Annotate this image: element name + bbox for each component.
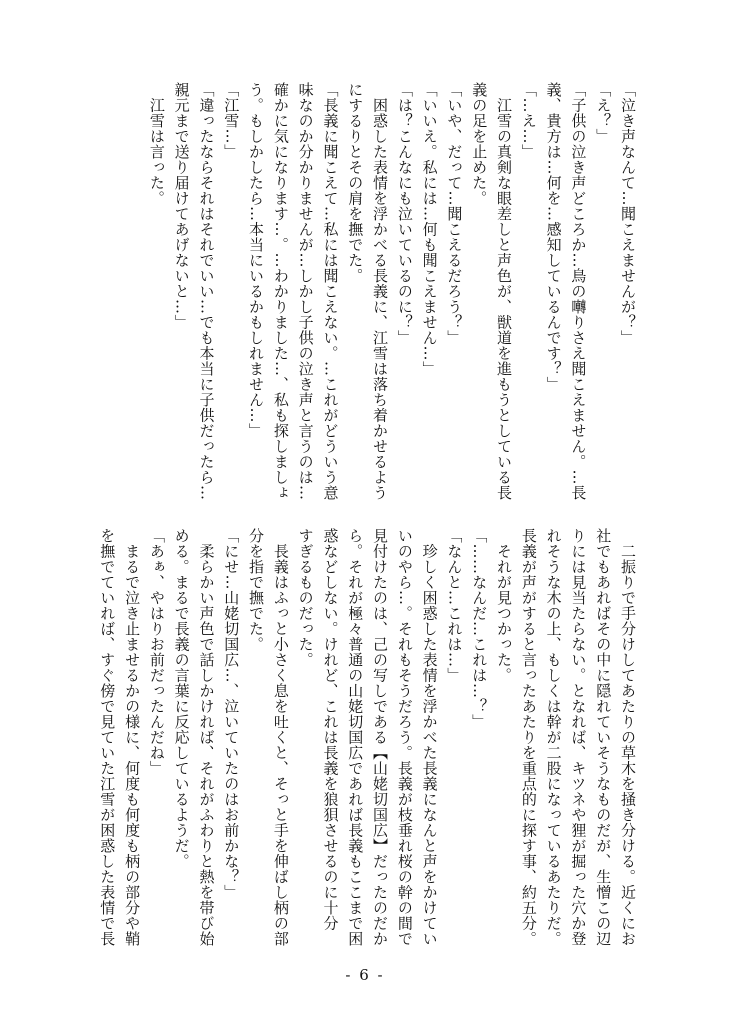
text-line: 柔らかい声色で話しかければ、それがふわりと熱を帯び始: [197, 528, 216, 947]
text-line: 「……なんだ…これは…？」: [470, 528, 489, 730]
text-line: 「子供の泣き声どころか…鳥の囀りさえ聞こえません。…長: [569, 82, 588, 501]
text-line: それが見つかった。: [495, 528, 514, 683]
text-line: 「…え…」: [519, 82, 538, 160]
text-line: 「え？」: [594, 82, 613, 144]
text-line: 義の足を止めた。: [470, 82, 489, 206]
text-line: 社でもあればその中に隠れていそうなものだが、生憎この辺: [594, 528, 613, 947]
text-line: 二振りで手分けしてあたりの草木を掻き分ける。近くにお: [619, 528, 637, 947]
text-line: 長義はふっと小さく息を吐くと、そっと手を伸ばし柄の部: [271, 528, 290, 947]
text-line: ら。それが極々普通の山姥切国広であれば長義もここまで困: [346, 528, 365, 947]
text-line: 義、貴方は…何を…感知しているんです？」: [544, 82, 563, 392]
text-line: 「は？こんなにも泣いているのに？」: [395, 82, 414, 346]
text-line: にするりとその肩を撫でた。: [346, 82, 365, 284]
text-line: 確かに気になります…。…わかりました…、私も探しましょ: [271, 82, 290, 501]
text-line: 「長義に聞こえて…私には聞こえない。…これがどういう意: [321, 82, 340, 501]
text-line: 長義が声がすると言ったあたりを重点的に探す事、約五分。: [519, 528, 538, 947]
text-line: める。まるで長義の言葉に反応しているようだ。: [172, 528, 191, 869]
text-line: 「あぁ、やはりお前だったんだね」: [147, 528, 166, 776]
text-line: 珍しく困惑した表情を浮かべた長義になんと声をかけてい: [420, 528, 439, 947]
text-line: 「いや、だって…聞こえるだろう？」: [445, 82, 464, 346]
text-line: 分を指で撫でた。: [247, 528, 266, 652]
text-line: 「いいえ。私には…何も聞こえません…」: [420, 82, 439, 377]
text-line: まるで泣き止ませるかの様に、何度も何度も柄の部分や鞘: [123, 528, 142, 947]
text-line: 「泣き声なんて…聞こえませんが？」: [619, 82, 637, 346]
page-number: - 6 -: [345, 966, 385, 984]
text-line: れそうな木の上、もしくは幹が二股になっているあたりだ。: [544, 528, 563, 947]
text-line: を撫でていれば、すぐ傍で見ていた江雪が困惑した表情で長: [98, 528, 117, 947]
text-line: りには見当たらない。となれば、キツネや狸が掘った穴か登: [569, 528, 588, 947]
text-line: う。もしかしたら…本当にいるかもしれません…」: [247, 82, 266, 439]
text-line: いのやら…。それもそうだろう。長義が枝垂れ桜の幹の間で: [395, 528, 414, 947]
text-line: 「違ったならそれはそれでいい…でも本当に子供だったら…: [197, 82, 216, 501]
text-line: 「にせ…山姥切国広…、泣いていたのはお前かな？」: [222, 528, 241, 900]
text-line: 親元まで送り届けてあげないと…」: [172, 82, 191, 330]
text-line: 江雪は言った。: [147, 82, 166, 206]
text-line: すぎるものだった。: [296, 528, 315, 668]
text-line: 惑などしない。けれど、これは長義を狼狽させるのに十分: [321, 528, 340, 931]
upper-text-block: [95, 82, 640, 512]
text-line: 困惑した表情を浮かべる長義に、江雪は落ち着かせるよう: [371, 82, 390, 501]
text-line: 味なのか分かりませんが…しかし子供の泣き声と言うのは…: [296, 82, 315, 501]
text-line: 江雪の真剣な眼差しと声色が、獣道を進もうとしている長: [495, 82, 514, 501]
text-line: 「なんと…これは…」: [445, 528, 464, 683]
lower-text-block: [95, 528, 640, 958]
text-line: 「江雪…」: [222, 82, 241, 160]
text-line: 見付けたのは、己の写しである【山姥切国広】だったのだか: [371, 528, 390, 947]
